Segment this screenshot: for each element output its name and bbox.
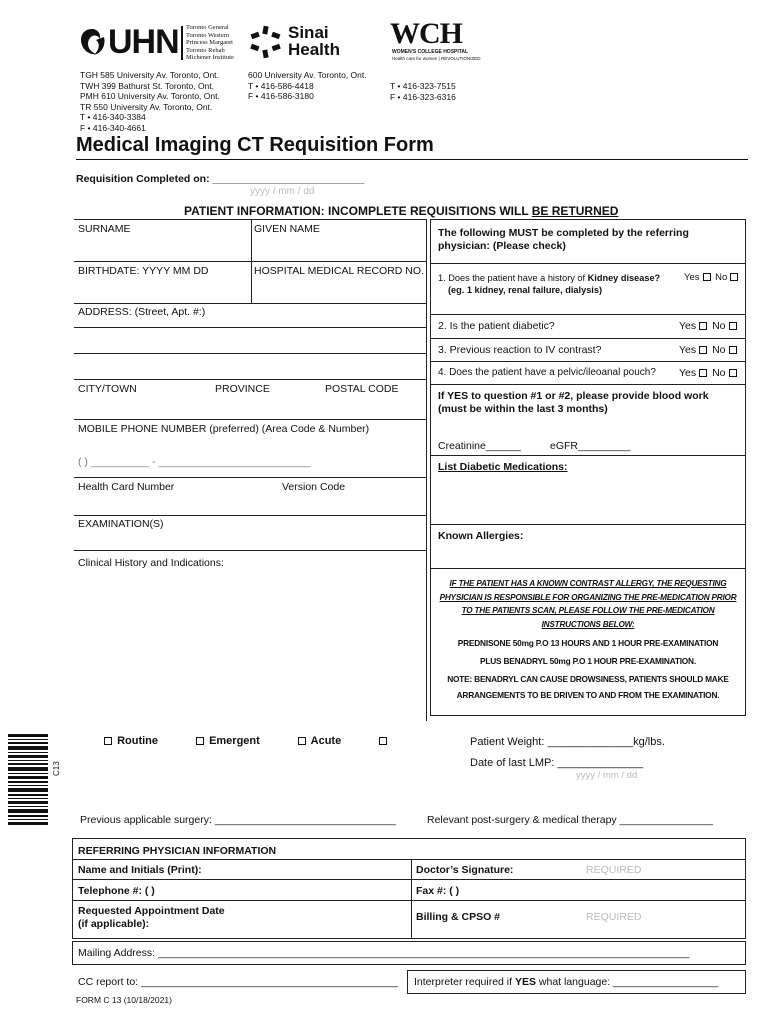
emergent-checkbox[interactable] (196, 737, 204, 745)
pouch-no-checkbox[interactable] (729, 369, 737, 377)
wch-address: T • 416-323-7515 F • 416-323-6316 (390, 81, 456, 102)
wch-wordmark: WCH (390, 17, 462, 50)
wch-sub1: WOMEN'S COLLEGE HOSPITAL (392, 49, 469, 55)
requisition-completed-field[interactable]: Requisition Completed on: __________________________ (76, 173, 365, 185)
clinical-history-input[interactable] (76, 572, 424, 720)
blood-work-note: If YES to question #1 or #2, please provide blood work (must be within the last 3 months) (438, 390, 709, 415)
birthdate-label: BIRTHDATE: YYYY MM DD (78, 265, 209, 277)
billing-required-hint[interactable]: REQUIRED (586, 911, 642, 923)
version-code-label: Version Code (282, 481, 346, 493)
routine-checkbox[interactable] (104, 737, 112, 745)
health-card-input[interactable] (76, 494, 424, 514)
cc-report-field[interactable]: CC report to: ____________________________________________ (78, 976, 398, 988)
mobile-phone-label: MOBILE PHONE NUMBER (preferred) (Area Code & Number) (78, 423, 370, 435)
address-label: ADDRESS: (Street, Apt. #:) (78, 306, 206, 318)
hospital-record-input[interactable] (253, 278, 425, 302)
iv-contrast-answer: Yes No (679, 344, 739, 357)
fax-field[interactable]: Fax #: ( ) (416, 885, 460, 897)
relevant-therapy-field[interactable]: Relevant post-surgery & medical therapy ________________ (427, 814, 714, 826)
question-kidney: 1. Does the patient have a history of Kidney disease? (eg. 1 kidney, renal failure, dialysis) (438, 273, 661, 295)
city-input[interactable] (76, 396, 424, 418)
examination-input[interactable] (76, 532, 424, 548)
sinai-address: 600 University Av. Toronto, Ont. T • 416-586-4418 F • 416-586-3180 (248, 70, 367, 102)
uhn-address: TGH 585 University Av. Toronto, Ont. TWH 399 Bathurst St. Toronto, Ont. PMH 610 University Av. Toronto, Ont. TR 550 University Av. Toronto, Ont. T • 416-340-3384 F • 416-340-4661 (80, 70, 220, 133)
diabetic-medications-input[interactable] (432, 476, 744, 522)
physician-name-label: Name and Initials (Print): (78, 864, 202, 876)
city-label: CITY/TOWN (78, 383, 137, 395)
premedication-line1: PREDNISONE 50mg P.O 13 HOURS AND 1 HOUR PRE-EXAMINATION (457, 638, 719, 648)
uhn-wordmark: UHN (108, 23, 179, 61)
barcode-label: C13 (52, 761, 61, 776)
mobile-phone-input[interactable]: ( ) __________ - __________________________ (78, 456, 311, 468)
priority-other[interactable] (376, 735, 389, 748)
given-name-label: GIVEN NAME (254, 223, 320, 235)
diabetic-yes-checkbox[interactable] (699, 322, 707, 330)
egfr-field[interactable]: eGFR_________ (550, 440, 631, 452)
billing-cpso-label: Billing & CPSO # (416, 911, 501, 923)
question-pouch: 4. Does the patient have a pelvic/ileoanal pouch? (438, 367, 656, 378)
wch-logo (390, 18, 480, 64)
uhn-logo (78, 22, 238, 62)
given-name-input[interactable] (253, 236, 425, 260)
premedication-line2: PLUS BENADRYL 50mg P.O 1 HOUR PRE-EXAMINATION. (480, 656, 696, 666)
sinai-line1: Sinai (288, 23, 329, 42)
known-allergies-input[interactable] (432, 544, 744, 566)
lmp-date-hint: yyyy / mm / dd (576, 770, 638, 781)
barcode-icon (8, 734, 48, 826)
health-card-label: Health Card Number (78, 481, 175, 493)
question-diabetic: 2. Is the patient diabetic? (438, 320, 555, 332)
requested-appointment-label: Requested Appointment Date (if applicable): (78, 905, 225, 930)
checklist-header: The following MUST be completed by the referring physician: (Please check) (438, 227, 689, 252)
kidney-yes-checkbox[interactable] (703, 273, 711, 281)
iv-contrast-no-checkbox[interactable] (729, 346, 737, 354)
postal-code-label: POSTAL CODE (325, 383, 399, 395)
examination-label: EXAMINATION(S) (78, 518, 164, 530)
surname-input[interactable] (76, 236, 249, 260)
doctor-signature-label: Doctor’s Signature: (416, 864, 514, 876)
kidney-no-checkbox[interactable] (730, 273, 738, 281)
clinical-history-label: Clinical History and Indications: (78, 557, 224, 569)
address-input[interactable] (76, 320, 424, 376)
surname-label: SURNAME (78, 223, 131, 235)
patient-weight-field[interactable]: Patient Weight: ______________kg/lbs. (470, 736, 665, 748)
physician-section-header: REFERRING PHYSICIAN INFORMATION (78, 845, 277, 857)
requisition-date-hint: yyyy / mm / dd (250, 186, 315, 197)
sinai-star-icon (248, 25, 282, 59)
interpreter-field[interactable]: Interpreter required if YES what language: __________________ (414, 976, 719, 988)
pouch-yes-checkbox[interactable] (699, 369, 707, 377)
diabetic-answer: Yes No (679, 320, 739, 333)
province-label: PROVINCE (215, 383, 270, 395)
patient-info-banner: PATIENT INFORMATION: INCOMPLETE REQUISITIONS WILL BE RETURNED (184, 204, 619, 218)
sinai-health-logo (248, 24, 348, 62)
mailing-address-field[interactable]: Mailing Address: ___________________________________________________________________________________________ (78, 947, 690, 959)
acute-checkbox[interactable] (298, 737, 306, 745)
last-lmp-field[interactable]: Date of last LMP: ______________ (470, 757, 644, 769)
pouch-answer: Yes No (679, 367, 739, 380)
priority-emergent[interactable]: Emergent (193, 735, 260, 749)
known-allergies-label: Known Allergies: (438, 530, 524, 542)
iv-contrast-yes-checkbox[interactable] (699, 346, 707, 354)
kidney-answer: Yes No (684, 272, 740, 284)
question-iv-contrast: 3. Previous reaction to IV contrast? (438, 344, 602, 356)
priority-acute[interactable]: Acute (295, 735, 341, 749)
birthdate-input[interactable] (76, 278, 249, 302)
sinai-line2: Health (288, 40, 340, 59)
premedication-line3: NOTE: BENADRYL CAN CAUSE DROWSINESS, PATIENTS SHOULD MAKE ARRANGEMENTS TO BE DRIVEN TO AND FROM THE EXAMINATION. (447, 674, 729, 700)
signature-required-hint[interactable]: REQUIRED (586, 864, 642, 876)
uhn-members: Toronto General Toronto Western Princess Margaret Toronto Rehab Michener Institute (186, 24, 234, 62)
form-title: Medical Imaging CT Requisition Form (76, 134, 434, 156)
priority-routine[interactable]: Routine (101, 735, 158, 749)
diabetic-medications-label: List Diabetic Medications: (438, 461, 568, 473)
uhn-swirl-icon (78, 27, 106, 57)
diabetic-no-checkbox[interactable] (729, 322, 737, 330)
premedication-warning: IF THE PATIENT HAS A KNOWN CONTRAST ALLERGY, THE REQUESTING PHYSICIAN IS RESPONSIBLE FOR ORGANIZING THE PRE-MEDICATION PRIOR TO THE PATIENTS SCAN, PLEASE FOLLOW THE PRE-MEDICATION INSTRUCTIONS BELOW: (439, 579, 737, 629)
form-id: FORM C 13 (10/18/2021) (76, 995, 172, 1005)
hospital-record-label: HOSPITAL MEDICAL RECORD NO. (254, 265, 424, 277)
other-priority-checkbox[interactable] (379, 737, 387, 745)
previous-surgery-field[interactable]: Previous applicable surgery: _______________________________ (80, 814, 396, 826)
creatinine-field[interactable]: Creatinine______ (438, 440, 521, 452)
telephone-field[interactable]: Telephone #: ( ) (78, 885, 155, 897)
wch-sub2: Health care for women | REVOLUTIONIZED (392, 56, 481, 61)
